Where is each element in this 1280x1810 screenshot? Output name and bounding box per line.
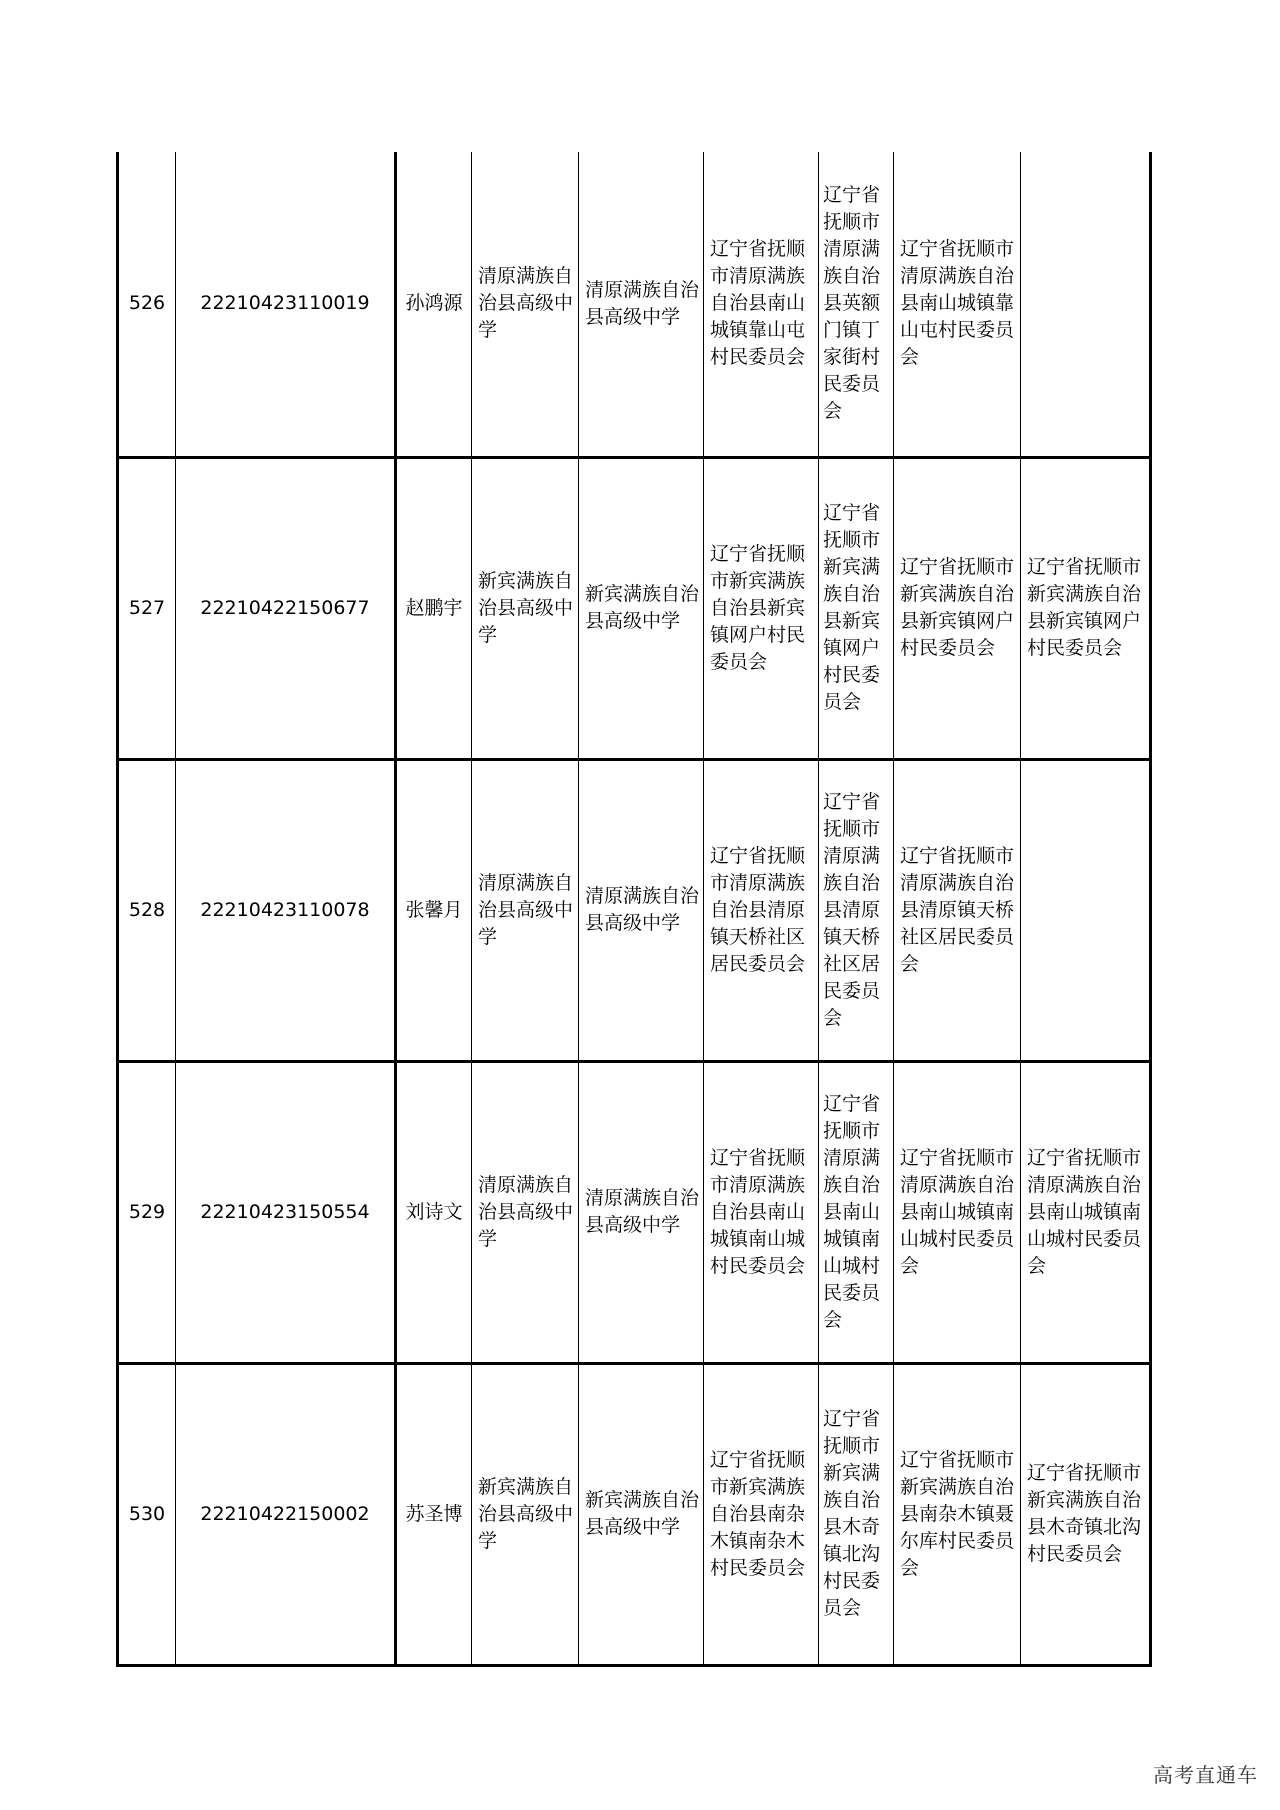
father-address: 辽宁省抚顺市清原满族自治县清原镇天桥社区居民委员会 (819, 759, 894, 1061)
candidate-id: 22210423110078 (176, 759, 396, 1061)
enrolled-school: 清原满族自治县高级中学 (579, 1061, 704, 1363)
row-number: 528 (118, 759, 176, 1061)
graduating-school: 新宾满族自治县高级中学 (472, 457, 579, 759)
candidate-id: 22210422150677 (176, 457, 396, 759)
student-name: 苏圣博 (396, 1363, 472, 1665)
father-address: 辽宁省抚顺市清原满族自治县英额门镇丁家街村民委员会 (819, 152, 894, 457)
table-row (118, 1363, 1151, 1665)
household-address: 辽宁省抚顺市清原满族自治县清原镇天桥社区居民委员会 (704, 759, 819, 1061)
mother-address: 辽宁省抚顺市新宾满族自治县南杂木镇聂尔库村民委员会 (894, 1363, 1021, 1665)
graduating-school: 清原满族自治县高级中学 (472, 759, 579, 1061)
household-address: 辽宁省抚顺市新宾满族自治县南杂木镇南杂木村民委员会 (704, 1363, 819, 1665)
student-name: 孙鸿源 (396, 152, 472, 457)
row-number: 529 (118, 1061, 176, 1363)
roster-table (116, 152, 1152, 1667)
mother-address: 辽宁省抚顺市清原满族自治县南山城镇南山城村民委员会 (894, 1061, 1021, 1363)
student-name: 张馨月 (396, 759, 472, 1061)
candidate-id: 22210423150554 (176, 1061, 396, 1363)
student-name: 赵鹏宇 (396, 457, 472, 759)
row-number: 526 (118, 152, 176, 457)
household-address: 辽宁省抚顺市清原满族自治县南山城镇靠山屯村民委员会 (704, 152, 819, 457)
father-address: 辽宁省抚顺市新宾满族自治县新宾镇网户村民委员会 (819, 457, 894, 759)
father-address: 辽宁省抚顺市新宾满族自治县木奇镇北沟村民委员会 (819, 1363, 894, 1665)
guardian-address: 辽宁省抚顺市新宾满族自治县新宾镇网户村民委员会 (1021, 457, 1151, 759)
enrolled-school: 新宾满族自治县高级中学 (579, 1363, 704, 1665)
guardian-address (1021, 759, 1151, 1061)
roster-table-container (116, 152, 1152, 1667)
guardian-address: 辽宁省抚顺市新宾满族自治县木奇镇北沟村民委员会 (1021, 1363, 1151, 1665)
household-address: 辽宁省抚顺市清原满族自治县南山城镇南山城村民委员会 (704, 1061, 819, 1363)
table-row (118, 759, 1151, 1061)
household-address: 辽宁省抚顺市新宾满族自治县新宾镇网户村民委员会 (704, 457, 819, 759)
mother-address: 辽宁省抚顺市清原满族自治县清原镇天桥社区居民委员会 (894, 759, 1021, 1061)
mother-address: 辽宁省抚顺市清原满族自治县南山城镇靠山屯村民委员会 (894, 152, 1021, 457)
candidate-id: 22210423110019 (176, 152, 396, 457)
table-row (118, 457, 1151, 759)
row-number: 530 (118, 1363, 176, 1665)
enrolled-school: 清原满族自治县高级中学 (579, 152, 704, 457)
graduating-school: 清原满族自治县高级中学 (472, 1061, 579, 1363)
graduating-school: 清原满族自治县高级中学 (472, 152, 579, 457)
candidate-id: 22210422150002 (176, 1363, 396, 1665)
guardian-address: 辽宁省抚顺市清原满族自治县南山城镇南山城村民委员会 (1021, 1061, 1151, 1363)
student-name: 刘诗文 (396, 1061, 472, 1363)
guardian-address (1021, 152, 1151, 457)
watermark-text: 高考直通车 (1153, 1763, 1258, 1787)
enrolled-school: 新宾满族自治县高级中学 (579, 457, 704, 759)
table-row (118, 152, 1151, 457)
mother-address: 辽宁省抚顺市新宾满族自治县新宾镇网户村民委员会 (894, 457, 1021, 759)
row-number: 527 (118, 457, 176, 759)
enrolled-school: 清原满族自治县高级中学 (579, 759, 704, 1061)
graduating-school: 新宾满族自治县高级中学 (472, 1363, 579, 1665)
table-row (118, 1061, 1151, 1363)
father-address: 辽宁省抚顺市清原满族自治县南山城镇南山城村民委员会 (819, 1061, 894, 1363)
